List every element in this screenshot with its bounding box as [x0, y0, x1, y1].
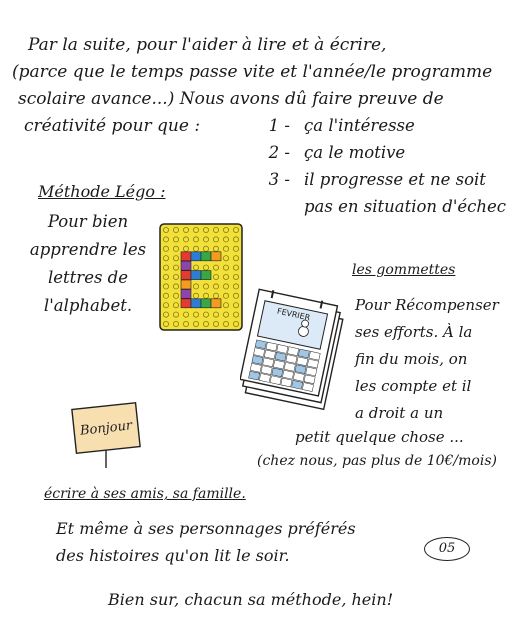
reason-item	[252, 112, 506, 139]
page-number: 05	[424, 537, 470, 561]
gommettes-text	[355, 292, 499, 427]
lego-line: l'alphabet.	[43, 296, 133, 315]
ecrire-title: écrire à ses amis, sa famille.	[44, 486, 246, 502]
lego-line: apprendre les	[29, 240, 147, 259]
intro-line: (parce que le temps passe vite et l'année/le programme	[12, 62, 493, 82]
lego-line: Pour bien	[47, 212, 129, 231]
reason-text: ça l'intéresse	[304, 116, 415, 135]
reason-item	[252, 193, 506, 220]
note-text: Bonjour	[79, 418, 133, 439]
reason-item	[252, 139, 506, 166]
reasons-list	[218, 112, 506, 220]
gommettes-limit-note: (chez nous, pas plus de 10€/mois)	[257, 453, 497, 469]
gommettes-line: ses efforts. À la	[355, 323, 473, 341]
calendar-month-label: FEVRIER	[276, 306, 311, 323]
gommettes-title: les gommettes	[352, 262, 456, 278]
reason-text: ça le motive	[304, 143, 406, 162]
gommettes-line: les compte et il	[355, 377, 472, 395]
gommettes-line: Pour Récompenser	[355, 296, 499, 314]
ecrire-line: Et même à ses personnages préférés	[56, 519, 356, 538]
reason-text: il progresse et ne soit	[304, 170, 486, 189]
lego-board-illustration	[158, 222, 244, 332]
ecrire-line: des histoires qu'on lit le soir.	[56, 546, 290, 565]
intro-line: scolaire avance...) Nous avons dû faire preuve de	[18, 89, 444, 109]
lego-line: lettres de	[48, 268, 128, 287]
reason-item	[252, 166, 506, 193]
ecrire-text	[56, 515, 356, 569]
intro-line: Par la suite, pour l'aider à lire et à écrire,	[28, 35, 387, 55]
intro-line: créativité pour que :	[24, 116, 201, 136]
lego-method-title: Méthode Légo :	[38, 182, 166, 201]
lego-method-text	[28, 208, 148, 320]
gommettes-line: fin du mois, on	[355, 350, 468, 368]
reason-number: 2 -	[268, 143, 290, 162]
reason-number	[252, 193, 298, 220]
closing-remark: Bien sur, chacun sa méthode, hein!	[108, 590, 394, 609]
note-illustration	[66, 398, 146, 470]
reason-number: 3 -	[268, 170, 290, 189]
reason-text: pas en situation d'échec	[304, 197, 507, 216]
reason-number: 1 -	[268, 116, 290, 135]
gommettes-extra-line: petit quelque chose ...	[295, 428, 464, 446]
gommettes-line: a droit a un	[355, 404, 444, 422]
calendar-illustration	[240, 282, 350, 412]
